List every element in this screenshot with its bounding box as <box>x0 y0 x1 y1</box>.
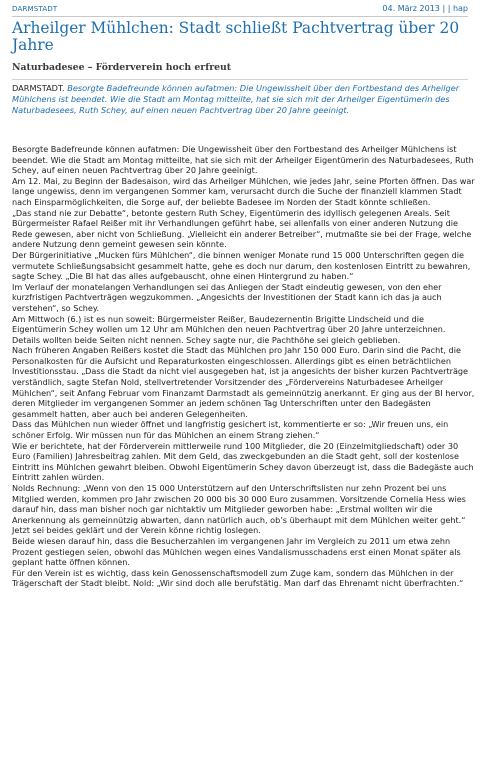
body-paragraph: Der Bürgerinitiative „Mucken fürs Mühlchen“, die binnen weniger Monate rund 15 000 Unterschriften gegen die vermutete Schließungsabsicht gesammelt hatte, gehe es doch nur darum, den kostenlosen Eintritt zu bewahren, sagte Schey. „Die BI hat das alles aufgebauscht, ohne einen Hintergrund zu haben.“ <box>12 249 471 282</box>
divider <box>12 79 468 80</box>
intro-text: Besorgte Badefreunde können aufatmen: Die Ungewissheit über den Fortbestand des Arheilger Mühlchens ist beendet. Wie die Stadt am Montag mitteilte, hat sie sich mit der Arheilger Eigentümerin des Naturbadesees, Ruth Schey, auf einen neuen Pachtvertrag über 20 Jahre geeinigt. <box>12 83 460 116</box>
section-label: DARMSTADT <box>12 5 58 13</box>
meta-bar <box>12 3 468 17</box>
meta-info <box>382 4 468 13</box>
author-label: hap <box>452 4 468 13</box>
meta-separator: | <box>442 4 446 13</box>
publish-date: 04. März 2013 <box>382 4 440 13</box>
body-paragraph: Wie er berichtete, hat der Förderverein mittlerweile rund 100 Mitglieder, die 20 (Einzelmitgliedschaft) oder 30 Euro (Familien) Jahresbeitrag zahlen. Mit dem Geld, das zweckgebunden an die Stadt geht, soll der kostenlose Eintritt ins Mühlchen gewahrt bleiben. Obwohl Eigentümerin Schey davon überzeugt ist, dass die Badegäste auch Eintritt zahlen würden. <box>12 440 474 483</box>
body-paragraph: „Das stand nie zur Debatte“, betonte gestern Ruth Schey, Eigentümerin des idyllisch gelegenen Areals. Seit Bürgermeister Rafael Reißer mit ihr Verhandlungen geführt habe, sei allenfalls von einer anderen Nutzung die Rede gewesen, aber nicht von Schließung. „Vielleicht ein anderer Betreiber“, mutmaßte sie bei der Frage, welche andere Nutzung denn gemeint gewesen sein könnte. <box>12 207 472 250</box>
body-paragraph: Dass das Mühlchen nun wieder öffnet und langfristig gesichert ist, kommentierte er so: „Wir freuen uns, ein schöner Erfolg. Wir müssen nun für das Mühlchen an einem Strang ziehen.“ <box>12 419 449 441</box>
body-paragraph: Am Mittwoch (6.) ist es nun soweit: Bürgermeister Reißer, Baudezernentin Brigitte Lindscheid und die Eigentümerin Schey wollen um 12 Uhr am Mühlchen den neuen Pachtvertrag über 20 Jahre unterzeichnen. Details wollten beide Seiten nicht nennen. Schey sagte nur, die Pachthöhe sei gleich geblieben. <box>12 313 446 345</box>
body-paragraph: Nach früheren Angaben Reißers kostet die Stadt das Mühlchen pro Jahr 150 000 Euro. Darin sind die Pacht, die Personalkosten für die Aufsicht und Reparaturkosten eingeschlossen. Allerdings gibt es einen beträchtlichen Investitionsstau. „Dass die Stadt da nicht viel ausgegeben hat, ist ja angesichts der bisher kurzen Pachtverträge verständlich, sagte Stefan Nold, stellvertretender Vorsitzender des „Fördervereins Naturbadesee Arheilger Mühlchen“, seit Anfang Februar vom Finanzamt Darmstadt als gemeinnützig anerkannt. Er ging aus der BI hervor, deren Mitglieder im vergangenen Sommer an jedem schönen Tag Unterschriften unter den Badegästen gesammelt hatten, aber auch bei anderen Gelegenheiten. <box>12 345 475 419</box>
body-paragraph: Besorgte Badefreunde können aufatmen: Die Ungewissheit über den Fortbestand des Arheilger Mühlchens ist beendet. Wie die Stadt am Montag mitteilte, hat sie sich mit der Arheilger Eigentümerin des Naturbadesees, Ruth Schey, auf einen neuen Pachtvertrag über 20 Jahre geeinigt. <box>12 144 474 176</box>
meta-separator: | <box>447 4 451 13</box>
body-paragraph: Für den Verein ist es wichtig, dass kein Genossenschaftsmodell zum Zuge kam, sondern das Mühlchen in der Trägerschaft der Stadt bleibt. Nold: „Wir sind doch alle berufstätig. Man darf das Ehrenamt nicht überfrachten.“ <box>12 567 464 589</box>
body-paragraph: Im Verlauf der monatelangen Verhandlungen sei das Anliegen der Stadt eindeutig gewesen, von den eher kurzfristigen Pachtverträgen wegzukommen. „Angesichts der Investitionen der Stadt kann ich das ja auch verstehen“, so Schey. <box>12 281 442 313</box>
body-paragraph: Am 12. Mai, zu Beginn der Badesaison, wird das Arheilger Mühlchen, wie jedes Jahr, seine Pforten öffnen. Das war lange ungewiss, denn im vergangenen Sommer kam, verursacht durch die Suche der finanziell klammen Stadt nach Einsparmöglichkeiten, die Sorge auf, der beliebte Badesee im Norden der Stadt könnte schließen. <box>12 175 475 207</box>
dateline: DARMSTADT. <box>12 83 65 93</box>
article-subheadline: Naturbadesee – Förderverein hoch erfreut <box>12 62 232 73</box>
article-headline: Arheilger Mühlchen: Stadt schließt Pachtvertrag über 20 Jahre <box>12 19 460 54</box>
article-lead <box>12 83 476 117</box>
article-body <box>12 144 476 589</box>
body-paragraph: Beide wiesen darauf hin, dass die Besucherzahlen im vergangenen Jahr im Vergleich zu 2011 um etwa zehn Prozent gestiegen seien, obwohl das Mühlchen wegen eines Vandalismusschadens erst einen Monat später als geplant hatte öffnen können. <box>12 535 461 568</box>
body-paragraph: Nolds Rechnung: „Wenn von den 15 000 Unterstützern auf den Unterschriftslisten nur zehn Prozent bei uns Mitglied werden, kommen pro Jahr zwischen 20 000 bis 30 000 Euro zusammen. Vorsitzende Cornelia Hess wies darauf hin, dass man bisher noch gar nichtaktiv um Mitglieder geworben habe: „Erstmal wollten wir die Anerkennung als gemeinnützig abwarten, dann natürlich auch, ob’s überhaupt mit dem Mühlchen weiter geht.“ Jetzt sei beides geklärt und der Verein könne richtig loslegen. <box>12 483 466 536</box>
